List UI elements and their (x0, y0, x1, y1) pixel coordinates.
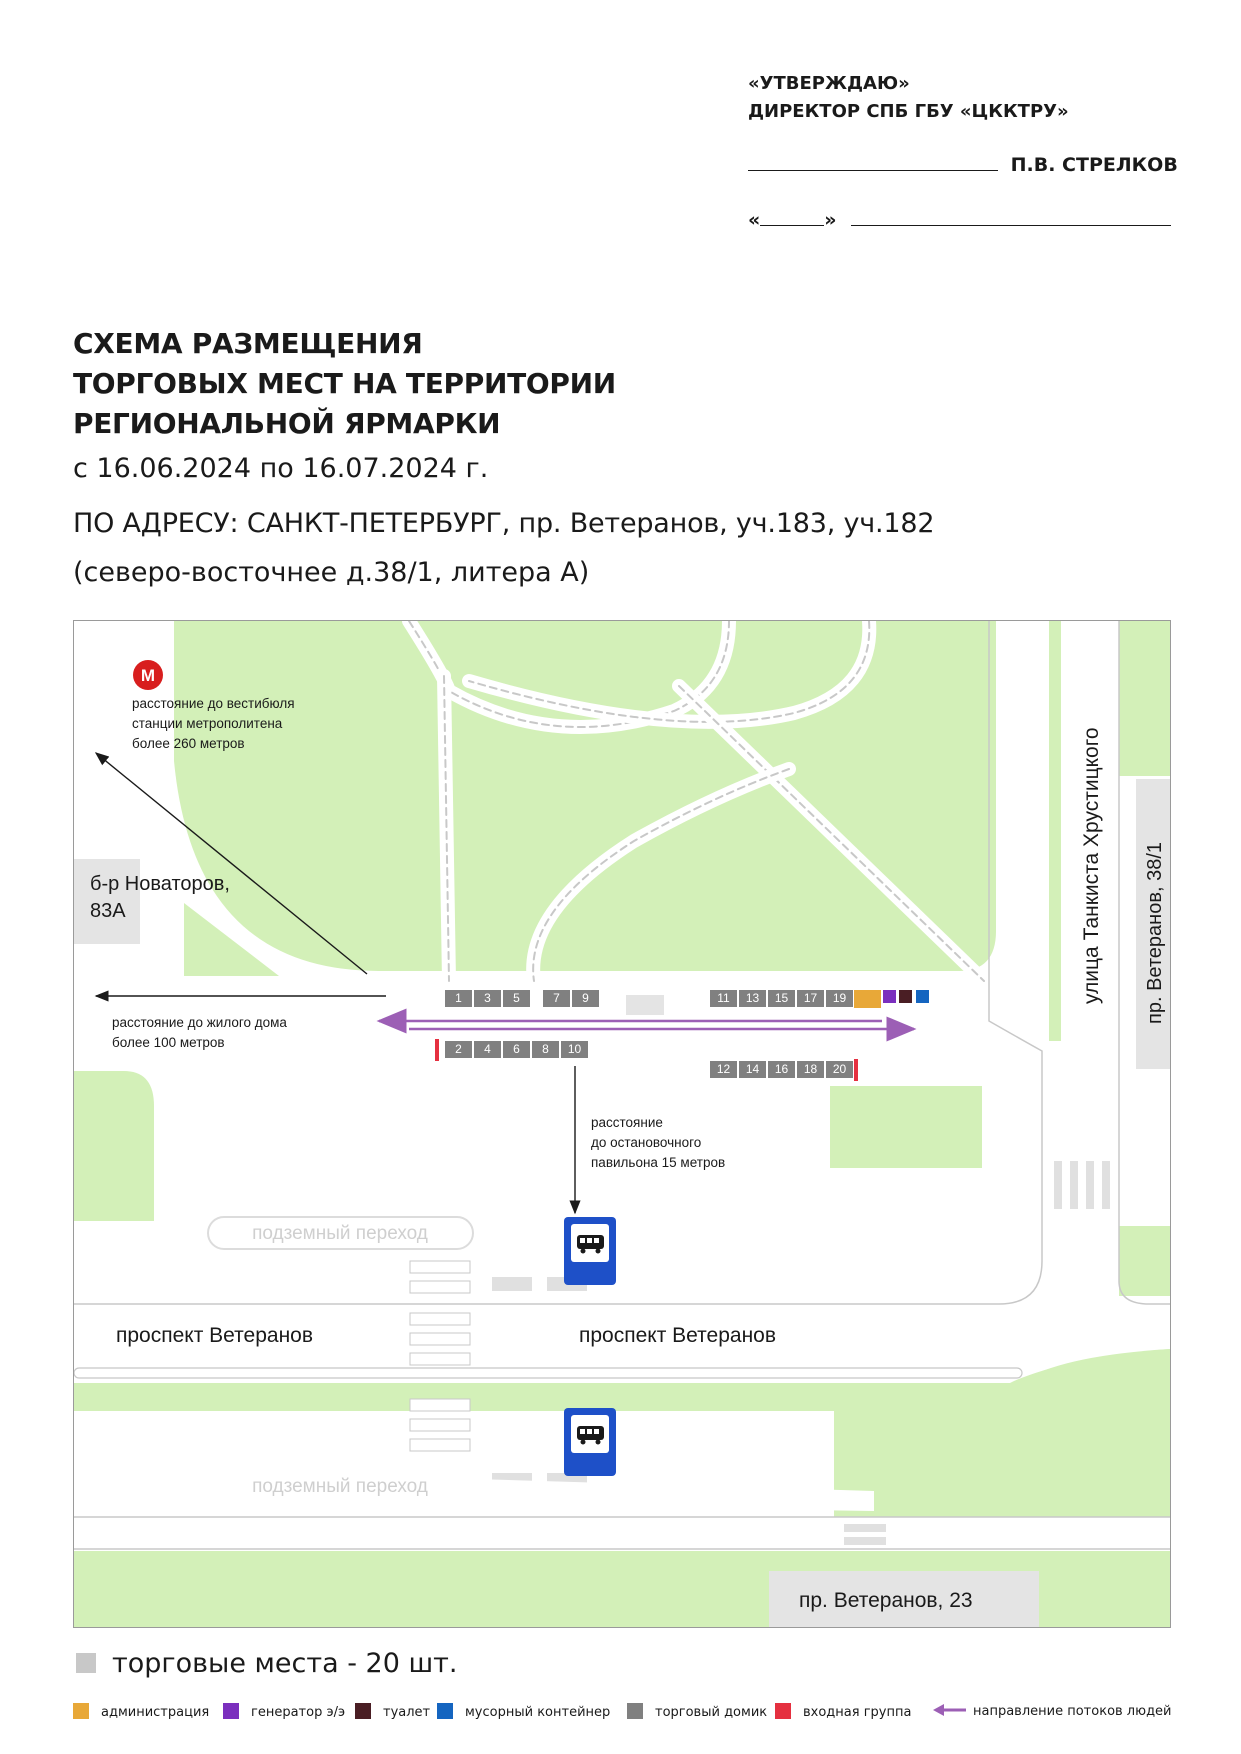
signature-row (748, 154, 1178, 176)
legend-toilet: туалет (355, 1703, 430, 1721)
kiosk-swatch-icon (627, 1703, 643, 1719)
svg-text:б-р Новаторов,: б-р Новаторов, (90, 873, 230, 895)
legend-flow: направление потоков людей (933, 1703, 1172, 1720)
date-row (748, 209, 1168, 231)
stall-10: 10 (561, 1041, 588, 1058)
stall-1: 1 (445, 990, 472, 1007)
stall-swatch-icon (76, 1653, 96, 1673)
date-quote-open: « (748, 209, 761, 231)
stalls-layer (74, 621, 1170, 1627)
trash-swatch-icon (437, 1703, 453, 1719)
svg-text:расстояние: расстояние (591, 1115, 663, 1130)
underpass-top-label: подземный переход (252, 1223, 428, 1244)
signer-name: П.В. СТРЕЛКОВ (1010, 154, 1178, 176)
generator-swatch-icon (223, 1703, 239, 1719)
avenue-left-label: проспект Ветеранов (116, 1324, 313, 1347)
date-day-line (760, 209, 824, 226)
entrance-swatch-icon (775, 1703, 791, 1719)
svg-text:расстояние до вестибюля: расстояние до вестибюля (132, 696, 295, 711)
stall-9: 9 (572, 990, 599, 1007)
approval-line2: ДИРЕКТОР СПБ ГБУ «ЦККТРУ» (748, 101, 1069, 122)
stall-4: 4 (474, 1041, 501, 1058)
toilet-swatch-icon (355, 1703, 371, 1719)
date-month-line (851, 209, 1171, 226)
stall-14: 14 (739, 1061, 766, 1078)
title-line1: СХЕМА РАЗМЕЩЕНИЯ (73, 327, 423, 360)
legend (73, 1703, 1173, 1725)
underpass-bottom-label: подземный переход (252, 1476, 428, 1497)
stall-16: 16 (768, 1061, 795, 1078)
stall-8: 8 (532, 1041, 559, 1058)
stall-12: 12 (710, 1061, 737, 1078)
stall-17: 17 (797, 990, 824, 1007)
avenue-right-label: проспект Ветеранов (579, 1324, 776, 1347)
building-38-label: пр. Ветеранов, 38/1 (1144, 841, 1166, 1024)
title-line2: ТОРГОВЫХ МЕСТ НА ТЕРРИТОРИИ (73, 367, 616, 400)
svg-text:более 100 метров: более 100 метров (112, 1035, 225, 1050)
approval-line1: «УТВЕРЖДАЮ» (748, 73, 910, 94)
page-title (73, 324, 616, 444)
svg-text:станции метрополитена: станции метрополитена (132, 716, 283, 731)
building-23-label: пр. Ветеранов, 23 (799, 1589, 973, 1612)
stall-15: 15 (768, 990, 795, 1007)
date-quote-close: » (824, 209, 837, 231)
stall-20: 20 (826, 1061, 853, 1078)
svg-text:до остановочного: до остановочного (591, 1135, 702, 1150)
address: ПО АДРЕСУ: САНКТ-ПЕТЕРБУРГ, пр. Ветеранов, уч.183, уч.182 (73, 508, 935, 539)
legend-total-label: торговые места - 20 шт. (112, 1648, 458, 1679)
flow-arrow-icon (933, 1703, 967, 1717)
stall-2: 2 (445, 1041, 472, 1058)
title-line3: РЕГИОНАЛЬНОЙ ЯРМАРКИ (73, 407, 501, 440)
period: с 16.06.2024 по 16.07.2024 г. (73, 453, 489, 484)
address-note: (северо-восточнее д.38/1, литера А) (73, 557, 590, 588)
metro-letter: М (140, 666, 156, 685)
stall-11: 11 (710, 990, 737, 1007)
legend-admin: администрация (73, 1703, 209, 1721)
legend-trash: мусорный контейнер (437, 1703, 610, 1721)
stall-6: 6 (503, 1041, 530, 1058)
svg-text:расстояние до жилого дома: расстояние до жилого дома (112, 1015, 287, 1030)
stall-18: 18 (797, 1061, 824, 1078)
site-map (73, 620, 1171, 1628)
legend-kiosk: торговый домик (627, 1703, 767, 1721)
stall-3: 3 (474, 990, 501, 1007)
legend-generator: генератор э/э (223, 1703, 345, 1721)
legend-total (76, 1648, 457, 1679)
street-vertical-label: улица Танкиста Хрустицкого (1080, 727, 1103, 1004)
stall-5: 5 (503, 990, 530, 1007)
stall-7: 7 (543, 990, 570, 1007)
svg-text:более 260 метров: более 260 метров (132, 736, 245, 751)
approval-block (748, 70, 1168, 126)
legend-entrance: входная группа (775, 1703, 911, 1721)
stall-19: 19 (826, 990, 853, 1007)
stall-13: 13 (739, 990, 766, 1007)
signature-line (748, 154, 998, 171)
admin-swatch-icon (73, 1703, 89, 1719)
svg-text:павильона 15 метров: павильона 15 метров (591, 1155, 726, 1170)
svg-text:83А: 83А (90, 900, 126, 922)
